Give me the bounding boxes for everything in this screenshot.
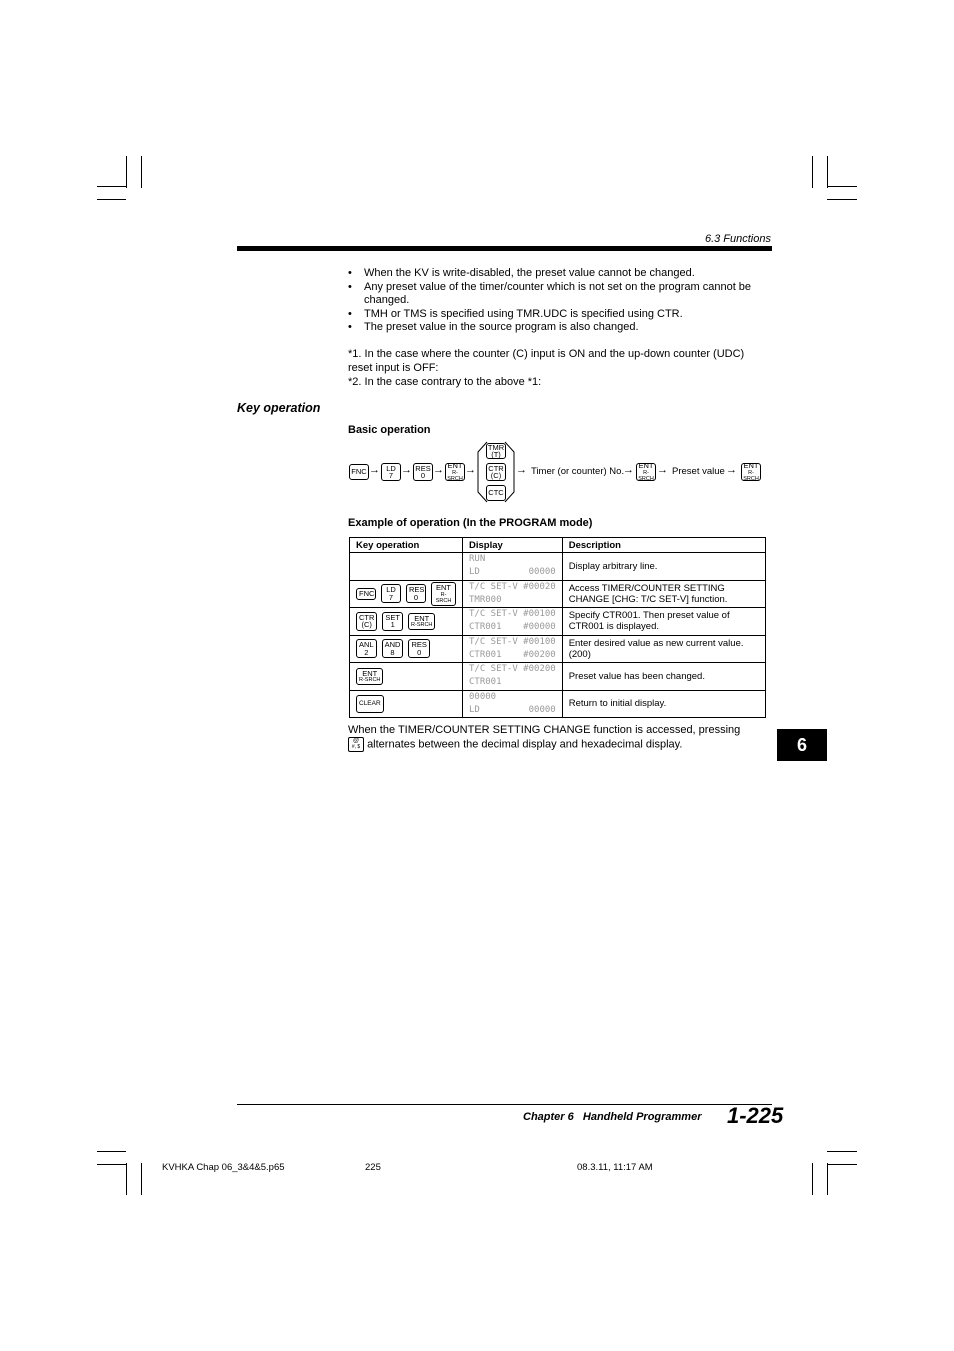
bullet-item: • When the KV is write-disabled, the preset value cannot be changed. bbox=[348, 267, 768, 281]
key-label: RES bbox=[411, 640, 427, 650]
crop-mark bbox=[827, 1164, 857, 1165]
crop-mark bbox=[827, 1151, 857, 1152]
and-key bbox=[382, 639, 404, 658]
table-row bbox=[350, 553, 766, 581]
ctc-key bbox=[486, 485, 506, 501]
key-label: ENT bbox=[638, 461, 654, 471]
key-label: FNC bbox=[359, 589, 375, 598]
page-number: 1-225 bbox=[727, 1103, 784, 1128]
key-sublabel: R-SRCH bbox=[743, 469, 759, 482]
operation-table bbox=[349, 537, 766, 718]
preset-value-label: Preset value bbox=[672, 466, 725, 477]
description-cell: Return to initial display. bbox=[562, 690, 765, 718]
after-text-line: alternates between the decimal display and hexadecimal display. bbox=[367, 738, 683, 751]
chapter-tab: 6 bbox=[777, 729, 827, 761]
description-cell: Specify CTR001. Then preset value of CTR001 is displayed. bbox=[562, 608, 765, 636]
fnc-key bbox=[349, 464, 369, 480]
clear-key bbox=[356, 695, 384, 713]
bullet-item: • The preset value in the source program is also changed. bbox=[348, 321, 768, 335]
lcd-line: TMR000 bbox=[469, 594, 502, 605]
display-cell bbox=[463, 580, 563, 608]
key-label: LD bbox=[386, 463, 396, 473]
slug-date: 08.3.11, 11:17 AM bbox=[577, 1162, 653, 1173]
at-hash-key-icon bbox=[348, 737, 364, 752]
note-1 bbox=[348, 348, 768, 375]
ctr-key bbox=[486, 463, 506, 481]
lcd-line: 00000 bbox=[469, 691, 497, 702]
crop-mark bbox=[812, 156, 813, 188]
key-sublabel: 8 bbox=[390, 647, 395, 657]
key-label: LD bbox=[386, 585, 396, 595]
key-label: CTR bbox=[359, 612, 375, 622]
description-cell: Display arbitrary line. bbox=[562, 553, 765, 581]
slug-page: 225 bbox=[365, 1162, 381, 1173]
arrow-icon: → bbox=[726, 464, 737, 476]
lcd-line: LD 00000 bbox=[469, 567, 556, 578]
key-label: ENT bbox=[436, 583, 451, 592]
key-label: AND bbox=[384, 640, 401, 650]
crop-mark bbox=[126, 1163, 127, 1195]
footer-rule bbox=[237, 1104, 772, 1105]
display-cell bbox=[463, 663, 563, 691]
bullet-item: • Any preset value of the timer/counter which is not set on the program cannot be changed. bbox=[348, 281, 768, 308]
after-table-text bbox=[348, 723, 768, 752]
key-sublabel: (T) bbox=[491, 450, 501, 459]
crop-mark bbox=[97, 186, 126, 187]
crop-mark bbox=[827, 199, 857, 200]
key-sublabel: R-SRCH bbox=[435, 591, 452, 604]
crop-mark bbox=[97, 199, 126, 200]
key-label: RES bbox=[409, 585, 425, 595]
slug-file: KVHKA Chap 06_3&4&5.p65 bbox=[162, 1162, 285, 1173]
key-label: SET bbox=[385, 612, 401, 622]
key-sublabel: R-SRCH bbox=[359, 677, 381, 683]
fnc-key bbox=[356, 588, 376, 600]
key-label: ENT bbox=[362, 668, 378, 678]
key-label: RES bbox=[415, 463, 431, 473]
crop-mark bbox=[827, 1163, 828, 1195]
note-2: *2. In the case contrary to the above *1: bbox=[348, 376, 542, 388]
arrow-icon: → bbox=[433, 464, 444, 476]
crop-mark bbox=[141, 1163, 142, 1195]
bullet-list bbox=[348, 267, 768, 335]
crop-mark bbox=[141, 156, 142, 188]
key-cell bbox=[350, 608, 463, 636]
key-sublabel: 2 bbox=[364, 647, 369, 657]
key-sublabel: (C) bbox=[490, 471, 502, 480]
anl-key bbox=[356, 639, 377, 658]
ld-key bbox=[381, 584, 401, 603]
arrow-icon: → bbox=[516, 464, 527, 476]
note-1-text: *1. In the case where the counter (C) input is ON and the up-down counter (UDC) reset input is OFF: bbox=[348, 348, 745, 374]
ent-key bbox=[636, 463, 656, 481]
lcd-line: T/C SET-V #00100 bbox=[469, 609, 556, 620]
chapter-label: Chapter 6 Handheld Programmer bbox=[523, 1111, 702, 1123]
timer-no-label: Timer (or counter) No. bbox=[531, 466, 625, 477]
crop-mark bbox=[126, 156, 127, 188]
arrow-icon: → bbox=[401, 464, 412, 476]
key-sublabel: 0 bbox=[420, 471, 426, 480]
basic-operation-title: Basic operation bbox=[348, 424, 431, 436]
bullet-item: • TMH or TMS is specified using TMR.UDC is specified using CTR. bbox=[348, 308, 768, 322]
table-row bbox=[350, 663, 766, 691]
table-row bbox=[350, 580, 766, 608]
ent-key bbox=[741, 463, 761, 481]
key-label: TMR bbox=[487, 442, 505, 452]
column-header: Display bbox=[463, 538, 563, 553]
column-header: Key operation bbox=[350, 538, 463, 553]
lcd-line: CTR001 #00000 bbox=[469, 622, 556, 633]
crop-mark bbox=[97, 1151, 126, 1152]
lcd-line: T/C SET-V #00200 bbox=[469, 664, 556, 675]
description-cell: Enter desired value as new current value. (200) bbox=[562, 635, 765, 663]
ctr-key bbox=[356, 612, 377, 631]
key-label: FNC bbox=[351, 467, 367, 477]
key-label: ENT bbox=[414, 613, 430, 623]
ent-key bbox=[431, 582, 456, 606]
arrow-icon: → bbox=[623, 464, 634, 476]
ent-key bbox=[356, 668, 383, 686]
key-cell bbox=[350, 690, 463, 718]
table-row bbox=[350, 635, 766, 663]
header-rule bbox=[237, 246, 772, 251]
arrow-icon: → bbox=[657, 464, 668, 476]
crop-mark bbox=[97, 1164, 126, 1165]
arrow-icon: → bbox=[465, 464, 476, 476]
res-key bbox=[413, 463, 433, 481]
key-label: CTR bbox=[488, 463, 504, 473]
lcd-line: T/C SET-V #00020 bbox=[469, 581, 556, 592]
example-title: Example of operation (In the PROGRAM mode) bbox=[348, 517, 593, 529]
arrow-icon: → bbox=[369, 464, 380, 476]
lcd-line: CTR001 bbox=[469, 677, 502, 688]
res-key bbox=[406, 584, 426, 603]
key-label: CTC bbox=[488, 488, 504, 498]
key-cell bbox=[350, 553, 463, 581]
key-label: ENT bbox=[743, 461, 759, 471]
key-label: @ bbox=[352, 738, 360, 744]
set-key bbox=[382, 612, 403, 631]
section-title: 6.3 Functions bbox=[704, 233, 771, 245]
crop-mark bbox=[827, 156, 828, 188]
key-cell bbox=[350, 663, 463, 691]
description-cell: Preset value has been changed. bbox=[562, 663, 765, 691]
table-row bbox=[350, 608, 766, 636]
crop-mark bbox=[827, 186, 857, 187]
key-label: ENT bbox=[447, 461, 463, 471]
lcd-line: T/C SET-V #00100 bbox=[469, 636, 556, 647]
key-sublabel: 0 bbox=[413, 592, 419, 602]
description-cell: Access TIMER/COUNTER SETTING CHANGE [CHG: T/C SET-V] function. bbox=[562, 580, 765, 608]
key-sublabel: 7 bbox=[388, 592, 394, 602]
key-sublabel: 0 bbox=[417, 647, 422, 657]
key-cell bbox=[350, 635, 463, 663]
key-sublabel: 1 bbox=[390, 620, 395, 630]
key-label: CLEAR bbox=[359, 700, 381, 707]
key-cell bbox=[350, 580, 463, 608]
display-cell bbox=[463, 608, 563, 636]
key-sublabel: R-SRCH bbox=[447, 469, 463, 482]
table-row bbox=[350, 690, 766, 718]
lcd-line: CTR001 #00200 bbox=[469, 649, 556, 660]
key-sublabel: 7 bbox=[388, 471, 394, 480]
tmr-key bbox=[486, 443, 506, 459]
ld-key bbox=[381, 463, 401, 481]
key-sublabel: R-SRCH bbox=[411, 622, 433, 628]
ent-key bbox=[408, 613, 435, 631]
lcd-line: LD 00000 bbox=[469, 704, 556, 715]
key-label: ANL bbox=[359, 640, 374, 650]
key-sublabel: (C) bbox=[361, 620, 372, 630]
crop-mark bbox=[812, 1163, 813, 1195]
display-cell bbox=[463, 553, 563, 581]
key-sublabel: #, $ bbox=[351, 744, 361, 750]
after-text-line: When the TIMER/COUNTER SETTING CHANGE function is accessed, pressing bbox=[348, 724, 741, 736]
table-header-row bbox=[350, 538, 766, 553]
res-key bbox=[408, 639, 429, 658]
key-sublabel: R-SRCH bbox=[638, 469, 654, 482]
ent-key bbox=[445, 463, 465, 481]
key-operation-heading: Key operation bbox=[237, 401, 321, 415]
display-cell bbox=[463, 690, 563, 718]
display-cell bbox=[463, 635, 563, 663]
lcd-line: RUN bbox=[469, 554, 486, 565]
column-header: Description bbox=[562, 538, 765, 553]
